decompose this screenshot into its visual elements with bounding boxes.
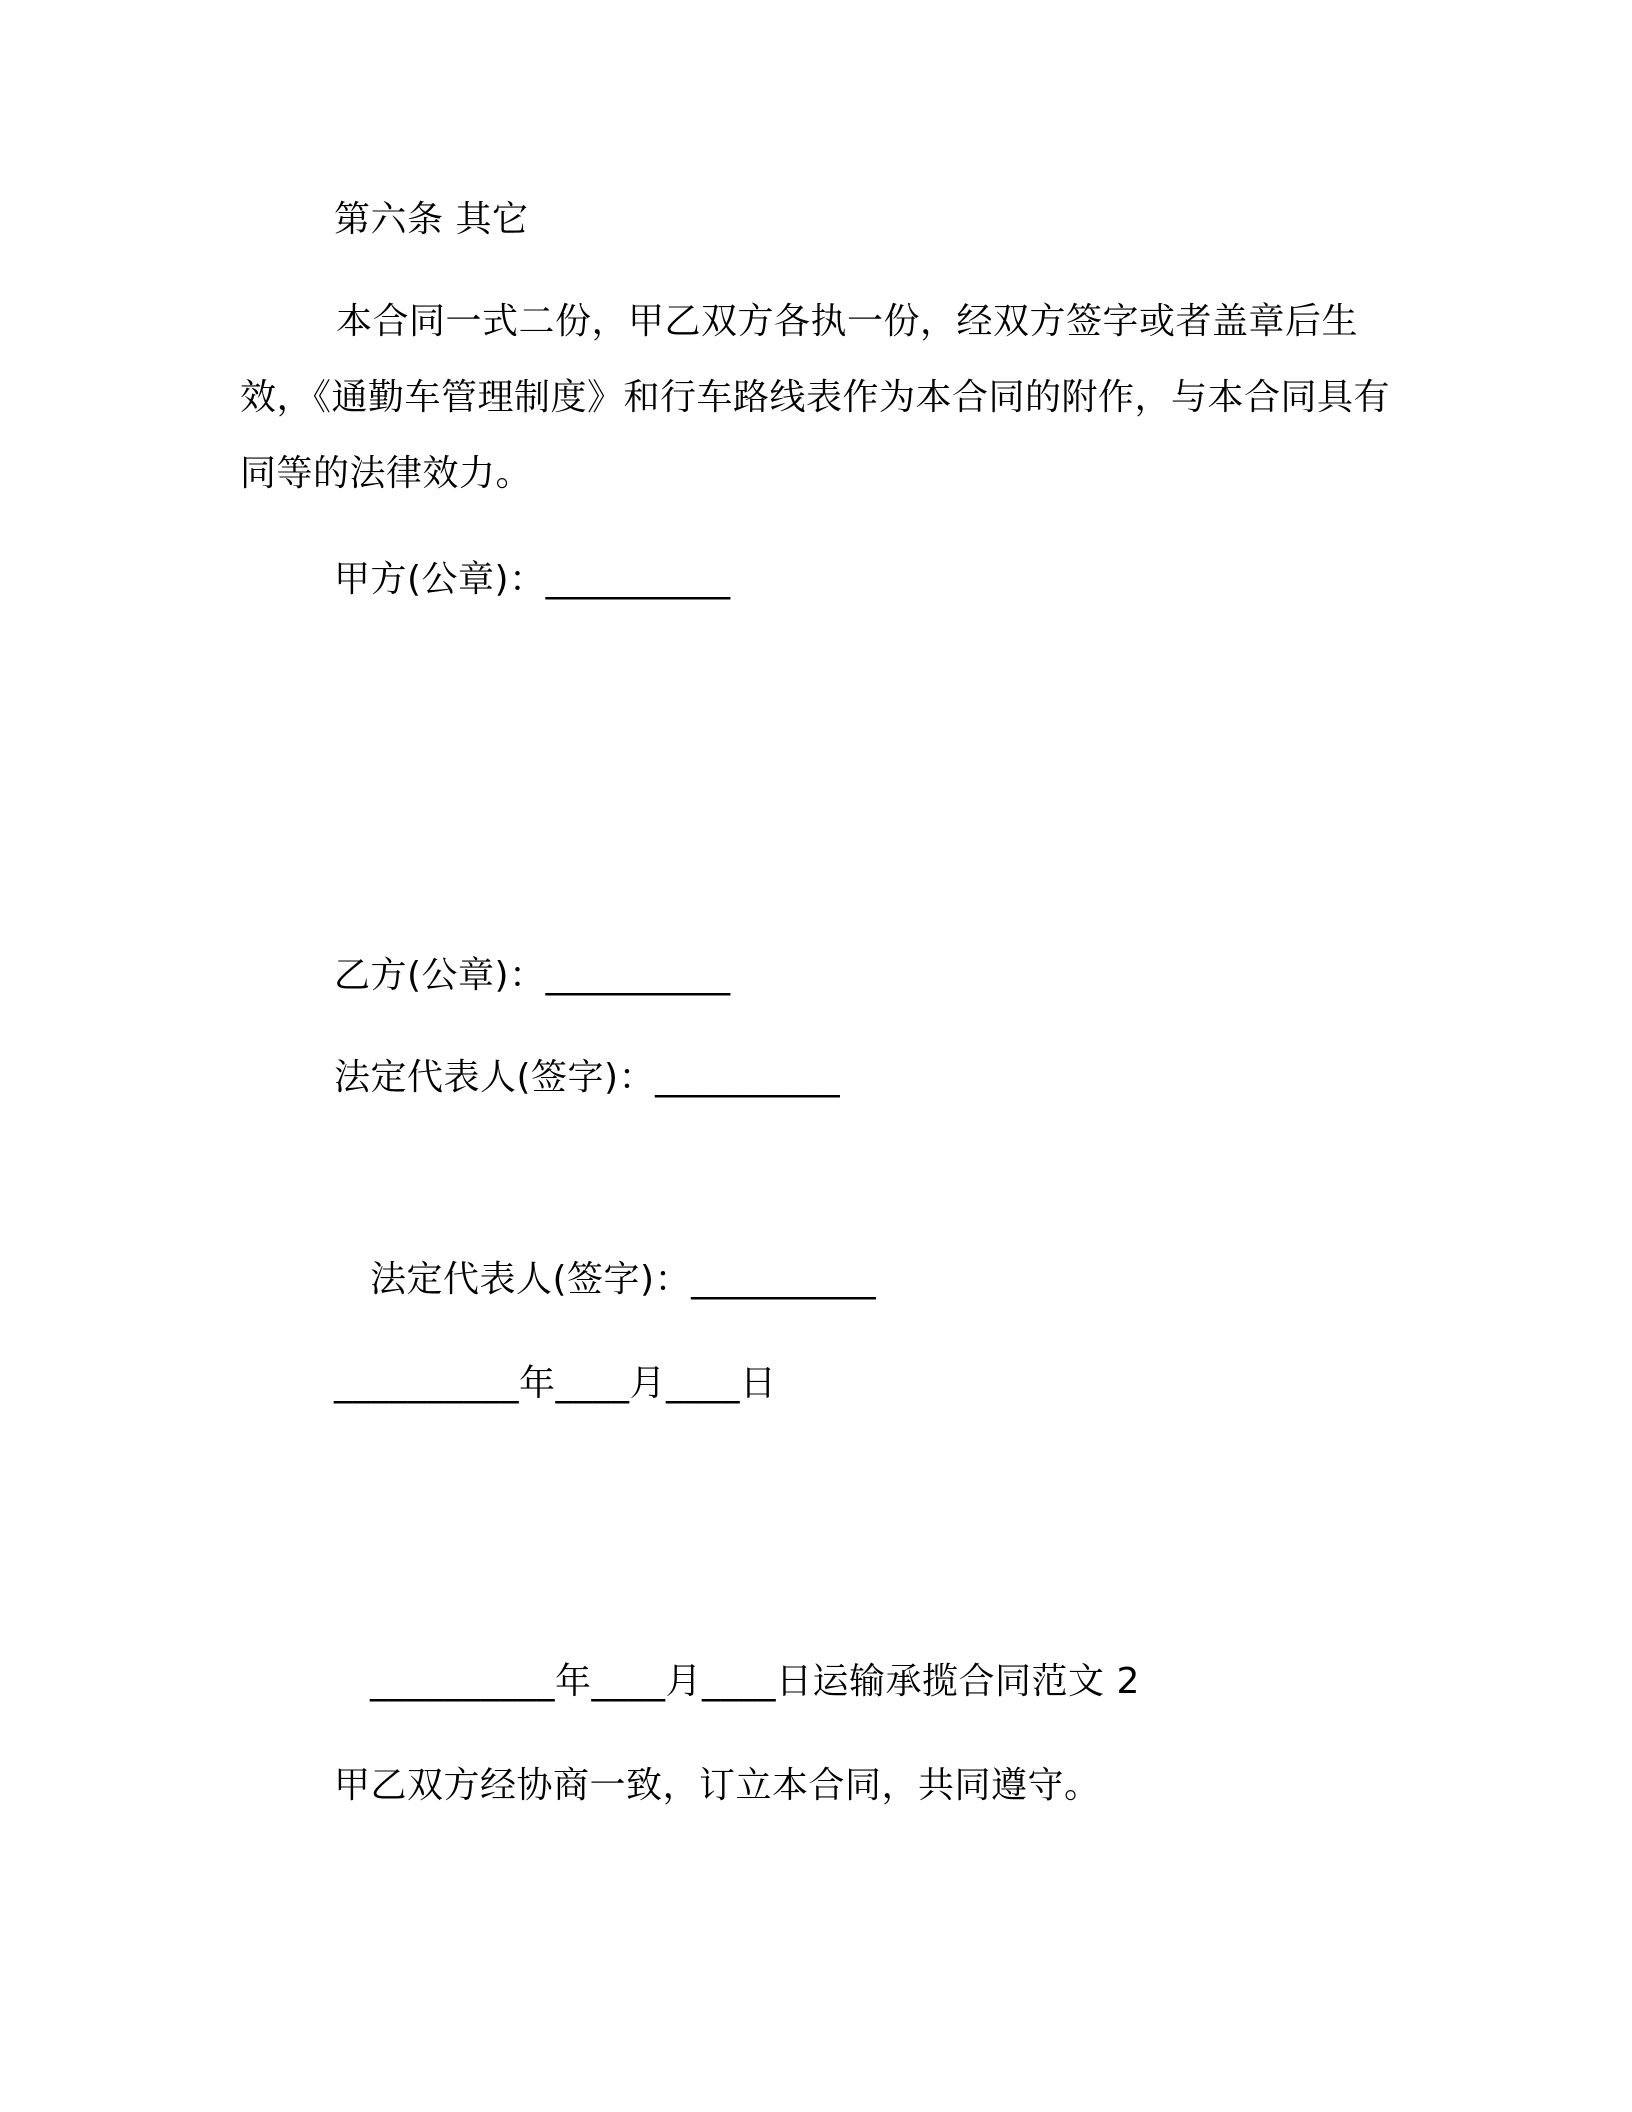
party-b-seal-line: 乙方(公章)：__________	[334, 955, 731, 996]
date-line: __________年____月____日	[334, 1363, 777, 1404]
next-contract-intro: 甲乙双方经协商一致，订立本合同，共同遵守。	[334, 1765, 1101, 1806]
legal-representative-signature-line: 法定代表人(签字)：__________	[334, 1057, 841, 1098]
next-contract-title: __________年____月____日运输承揽合同范文 2	[370, 1661, 1140, 1702]
clause-paragraph: 本合同一式二份，甲乙双方各执一份，经双方签字或者盖章后生效，《通勤车管理制度》和行车路线表作为本合同的附作，与本合同具有同等的法律效力。	[240, 301, 1391, 494]
party-a-seal-line: 甲方(公章)：__________	[334, 559, 731, 600]
article-heading: 第六条 其它	[334, 199, 529, 240]
legal-representative-signature-line: 法定代表人(签字)：__________	[370, 1259, 877, 1300]
